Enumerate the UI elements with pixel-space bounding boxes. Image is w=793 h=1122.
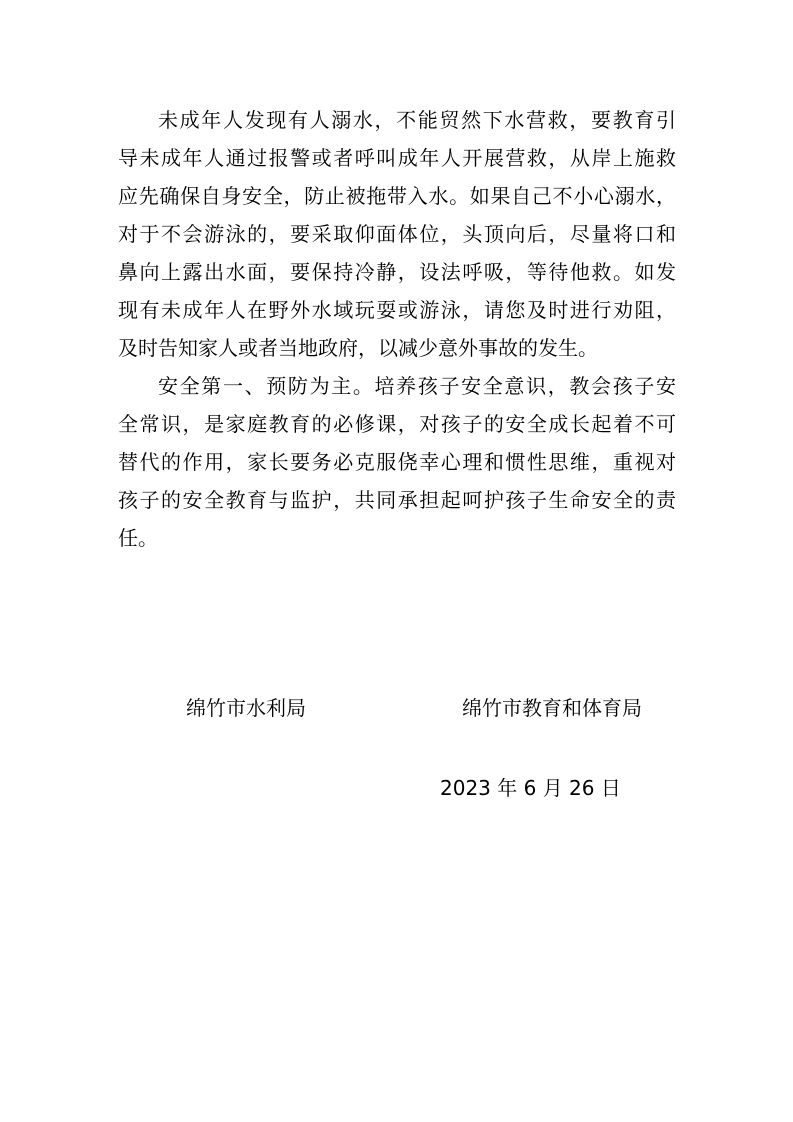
paragraph-line: 导未成年人通过报警或者呼叫成年人开展营救，从岸上施救 — [118, 146, 676, 170]
paragraph-line: 现有未成年人在野外水域玩耍或游泳，请您及时进行劝阻， — [118, 298, 676, 322]
paragraph-line: 未成年人发现有人溺水，不能贸然下水营救，要教育引 — [158, 108, 676, 132]
paragraph-line: 对于不会游泳的，要采取仰面体位，头顶向后，尽量将口和 — [118, 222, 676, 246]
paragraph-line: 全常识，是家庭教育的必修课，对孩子的安全成长起着不可 — [118, 412, 676, 436]
paragraph-2 — [118, 367, 676, 557]
paragraph-line: 孩子的安全教育与监护，共同承担起呵护孩子生命安全的责 — [118, 488, 676, 512]
paragraph-line: 及时告知家人或者当地政府，以减少意外事故的发生。 — [118, 336, 598, 360]
paragraph-1 — [118, 101, 676, 367]
paragraph-line: 安全第一、预防为主。培养孩子安全意识，教会孩子安 — [158, 374, 676, 398]
body-text — [118, 101, 676, 557]
paragraph-line: 任。 — [118, 526, 158, 550]
signature-water-bureau: 绵竹市水利局 — [186, 696, 306, 720]
signature-education-bureau: 绵竹市教育和体育局 — [462, 696, 642, 720]
paragraph-line: 鼻向上露出水面，要保持冷静，设法呼吸，等待他救。如发 — [118, 260, 676, 284]
paragraph-line: 替代的作用，家长要务必克服侥幸心理和惯性思维，重视对 — [118, 450, 676, 474]
paragraph-line: 应先确保自身安全，防止被拖带入水。如果自己不小心溺水， — [118, 184, 676, 208]
signature-date: 2023 年 6 月 26 日 — [440, 776, 621, 800]
